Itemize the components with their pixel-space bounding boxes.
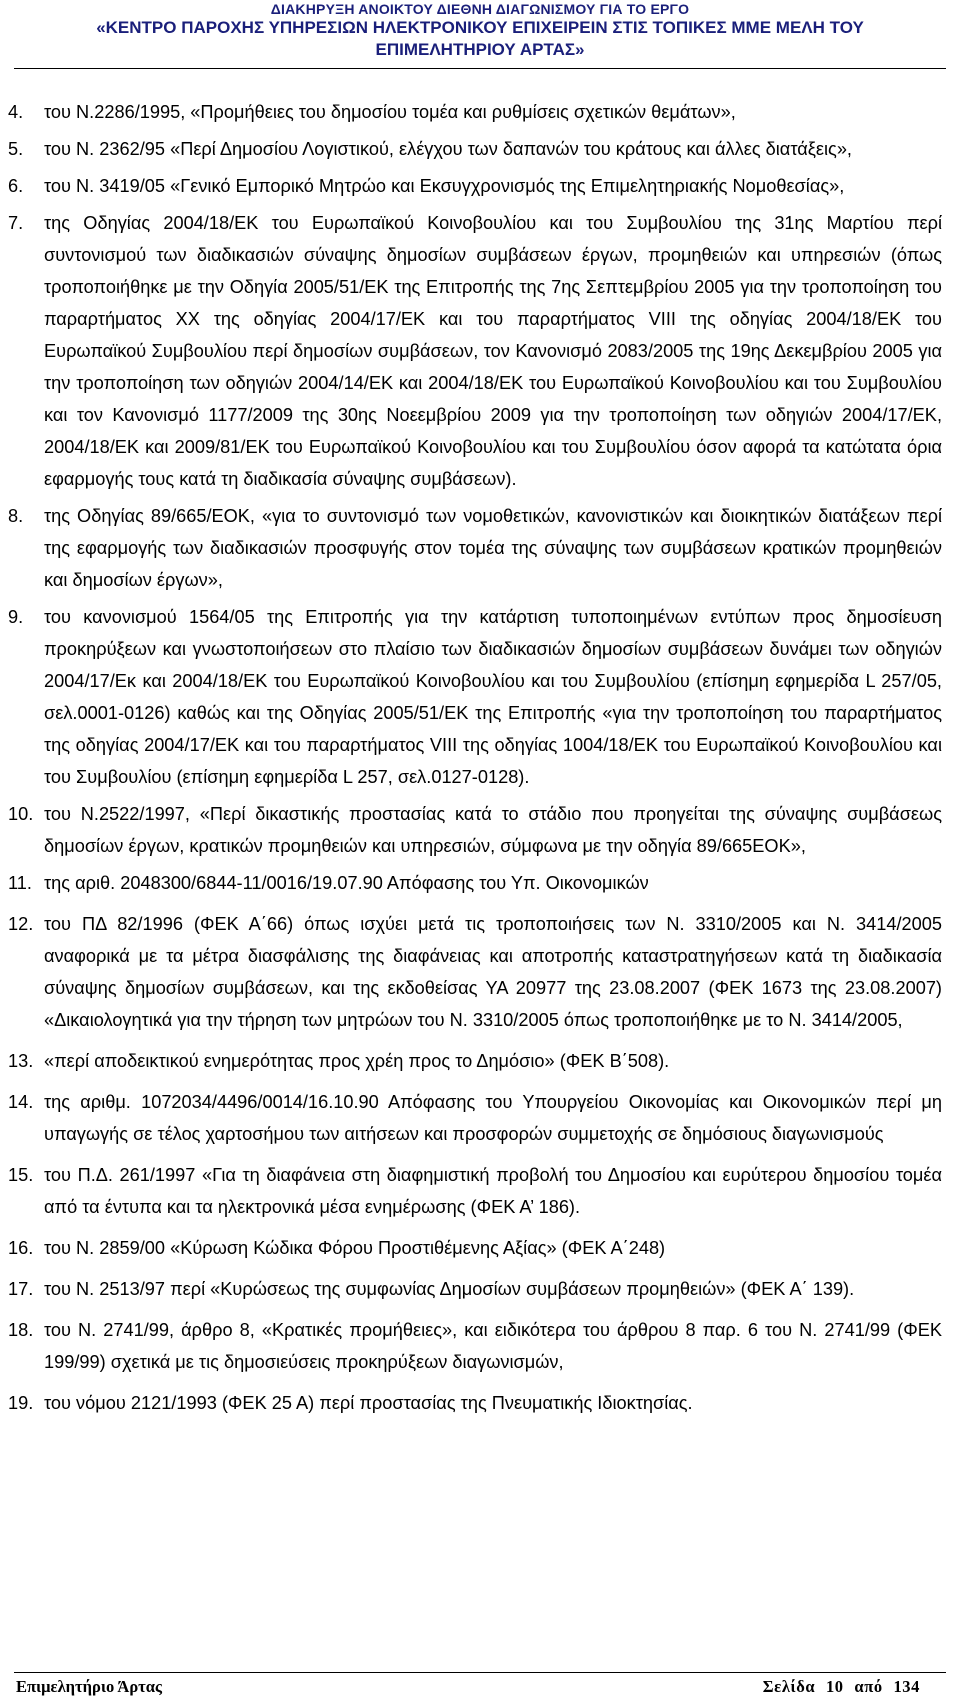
list-item [8,867,942,899]
item-number: 10. [8,804,34,824]
item-text: του Ν. 2513/97 περί «Κυρώσεως της συμφωνίας Δημοσίων συμβάσεων προμηθειών» (ΦΕΚ Α΄ 139). [44,1279,855,1299]
item-number: 6. [8,176,24,196]
list-item [8,170,942,202]
header-line-1: ΔΙΑΚΗΡΥΞΗ ΑΝΟΙΚΤΟΥ ΔΙΕΘΝΗ ΔΙΑΓΩΝΙΣΜΟΥ ΓΙΑ ΤΟ ΕΡΓΟ [270,1,690,17]
item-text: του Ν.2286/1995, «Προμήθειες του δημοσίου τομέα και ρυθμίσεις σχετικών θεμάτων», [44,102,736,122]
item-text: του κανονισμού 1564/05 της Επιτροπής για την κατάρτιση τυποποιημένων εντύπων προς δημοσίευση προκηρύξεων και γνωστοποιήσεων στο πλαίσιο των διαδικασιών δημοσίων συμβάσεων δυνάμει των οδηγιών 2004/17/Εκ και 2004/18/ΕΚ του Ευρωπαϊκού Κοινοβουλίου και του Συμβουλίου (επίσημη εφημερίδα L 257/05, σελ.0001-0126) καθώς και της Οδηγίας 2005/51/ΕΚ της Επιτροπής «για την τροποποίηση του παραρτήματος της οδηγίας 2004/17/ΕΚ και του παραρτήματος VIII της οδηγίας 1004/18/ΕΚ του Ευρωπαϊκού Κοινοβουλίου και του Συμβουλίου (επίσημη εφημερίδα L 257, σελ.0127-0128). [44,607,942,787]
list-item [8,133,942,165]
item-number: 13. [8,1051,34,1071]
header-line-3: ΕΠΙΜΕΛΗΤΗΡΙΟΥ ΑΡΤΑΣ» [375,40,585,59]
footer-divider [14,1672,946,1673]
item-number: 9. [8,607,24,627]
item-number: 17. [8,1279,34,1299]
item-text: του Ν. 3419/05 «Γενικό Εμπορικό Μητρώο και Εκσυγχρονισμός της Επιμελητηριακής Νομοθεσίας», [44,176,845,196]
page-current: 10 [825,1677,844,1696]
item-number: 4. [8,102,24,122]
list-item [8,1086,942,1150]
list-item [8,207,942,495]
footer-organization: Επιμελητήριο Άρτας [16,1677,162,1696]
item-number: 5. [8,139,24,159]
document-footer [16,1677,946,1699]
document-header [0,0,960,60]
page-of: από [854,1677,883,1696]
item-number: 15. [8,1165,34,1185]
item-text: του Π.Δ. 261/1997 «Για τη διαφάνεια στη διαφημιστική προβολή του Δημοσίου και ευρύτερου δημοσίου τομέα από τα έντυπα και τα ηλεκτρονικά μέσα ενημέρωσης (ΦΕΚ Α’ 186). [44,1165,942,1217]
item-text: του Ν. 2859/00 «Κύρωση Κώδικα Φόρου Προστιθέμενης Αξίας» (ΦΕΚ Α΄248) [44,1238,666,1258]
list-item [8,1273,942,1305]
item-text: του Ν. 2362/95 «Περί Δημοσίου Λογιστικού, ελέγχου των δαπανών του κράτους και άλλες διατάξεις», [44,139,852,159]
item-number: 8. [8,506,24,526]
item-text: του Ν. 2741/99, άρθρο 8, «Κρατικές προμήθειες», και ειδικότερα του άρθρου 8 παρ. 6 του Ν. 2741/99 (ΦΕΚ 199/99) σχετικά με τις δημοσιεύσεις προκηρύξεων διαγωνισμών, [44,1320,942,1372]
header-divider [14,68,946,69]
item-text: του νόμου 2121/1993 (ΦΕΚ 25 Α) περί προστασίας της Πνευματικής Ιδιοκτησίας. [44,1393,693,1413]
list-item [8,798,942,862]
item-number: 19. [8,1393,34,1413]
item-number: 16. [8,1238,34,1258]
list-item [8,1232,942,1264]
item-number: 11. [8,873,32,893]
page-indicator [757,1677,920,1697]
list-item [8,1314,942,1378]
item-text: της Οδηγίας 2004/18/ΕΚ του Ευρωπαϊκού Κοινοβουλίου και του Συμβουλίου της 31ης Μαρτίου περί συντονισμού των διαδικασιών σύναψης δημοσίων συμβάσεων έργων, προμηθειών και υπηρεσιών (όπως τροποποιήθηκε με την Οδηγία 2005/51/ΕΚ της Επιτροπής της 7ης Σεπτεμβρίου 2005 για την τροποποίηση του παραρτήματος ΧΧ της οδηγίας 2004/17/ΕΚ και του παραρτήματος VIII της οδηγίας 2004/18/ΕΚ του Ευρωπαϊκού Συμβουλίου περί δημοσίων συμβάσεων, τον Κανονισμό 2083/2005 της 19ης Δεκεμβρίου 2005 για την τροποποίηση των οδηγιών 2004/14/ΕΚ και 2004/18/ΕΚ του Ευρωπαϊκού Κοινοβουλίου και του Συμβουλίου και τον Κανονισμό 1177/2009 της 30ης Νοεεμβρίου 2009 για την τροποποίηση των οδηγιών 2004/17/ΕΚ, 2004/18/ΕΚ και 2009/81/ΕΚ του Ευρωπαϊκού Κοινοβουλίου και του Συμβουλίου όσον αφορά τα κατώτατα όρια εφαρμογής τους κατά τη διαδικασία σύναψης συμβάσεων). [44,213,942,489]
item-text: του Ν.2522/1997, «Περί δικαστικής προστασίας κατά το στάδιο που προηγείται της σύναψης συμβάσεως δημοσίων έργων, κρατικών προμηθειών και υπηρεσιών, σύμφωνα με την οδηγία 89/665ΕΟΚ», [44,804,942,856]
header-line-2: «ΚΕΝΤΡΟ ΠΑΡΟΧΗΣ ΥΠΗΡΕΣΙΩΝ ΗΛΕΚΤΡΟΝΙΚΟΥ ΕΠΙΧΕΙΡΕΙΝ ΣΤΙΣ ΤΟΠΙΚΕΣ ΜΜΕ ΜΕΛΗ ΤΟΥ [96,18,864,37]
item-text: του ΠΔ 82/1996 (ΦΕΚ Α΄66) όπως ισχύει μετά τις τροποποιήσεις των Ν. 3310/2005 και Ν. 3414/2005 αναφορικά με τα μέτρα διασφάλισης της διαφάνειας και αποτροπής καταστρατηγήσεων κατά τη διαδικασία σύναψης δημοσίων συμβάσεων, και της εκδοθείσας ΥΑ 20977 της 23.08.2007 (ΦΕΚ 1673 της 23.08.2007) «Δικαιολογητικά για την τήρηση των μητρώων του Ν. 3310/2005 όπως τροποποιήθηκε με το Ν. 3414/2005, [44,914,942,1030]
page-label: Σελίδα [762,1677,816,1696]
item-text: «περί αποδεικτικού ενημερότητας προς χρέη προς το Δημόσιο» (ΦΕΚ Β΄508). [44,1051,670,1071]
list-item [8,1045,942,1077]
page-total: 134 [893,1677,920,1696]
item-text: της αριθμ. 1072034/4496/0014/16.10.90 Απόφασης του Υπουργείου Οικονομίας και Οικονομικών περί μη υπαγωγής σε τέλος χαρτοσήμου των αιτήσεων και προσφορών συμμετοχής σε δημόσιους διαγωνισμούς [44,1092,942,1144]
item-number: 14. [8,1092,34,1112]
item-text: της Οδηγίας 89/665/ΕΟΚ, «για το συντονισμό των νομοθετικών, κανονιστικών και διοικητικών διατάξεων περί της εφαρμογής των διαδικασιών προσφυγής στον τομέα της σύναψης των συμβάσεων κρατικών προμηθειών και δημοσίων έργων», [44,506,942,590]
numbered-list [8,96,942,1419]
item-number: 18. [8,1320,34,1340]
list-item [8,1159,942,1223]
item-text: της αριθ. 2048300/6844-11/0016/19.07.90 Απόφασης του Υπ. Οικονομικών [44,873,649,893]
list-item [8,96,942,128]
item-number: 12. [8,914,34,934]
list-item [8,908,942,1036]
list-item [8,500,942,596]
list-item [8,1387,942,1419]
item-number: 7. [8,213,24,233]
list-item [8,601,942,793]
